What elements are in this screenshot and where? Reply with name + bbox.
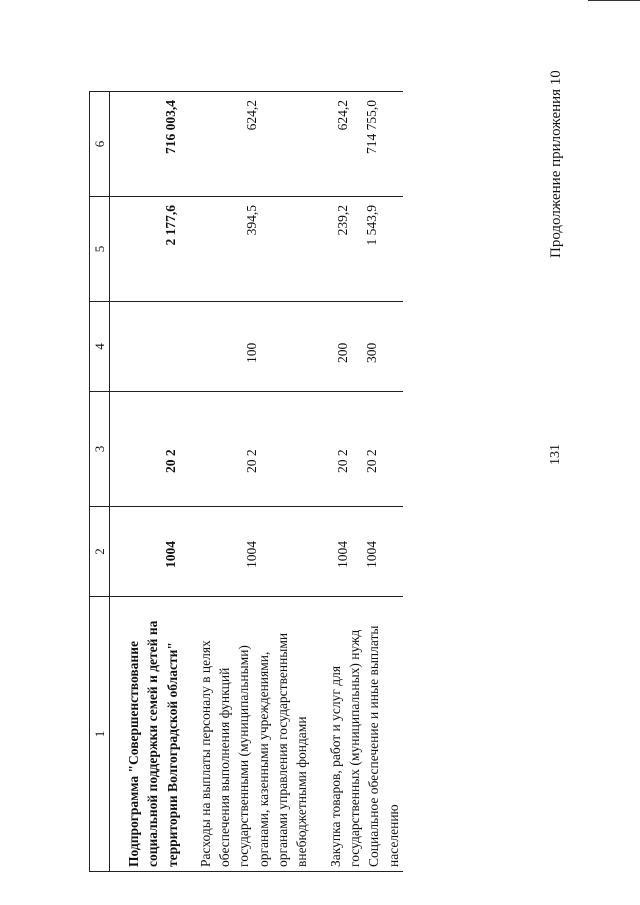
row-val6: 624,2 [326,92,365,197]
row-name: Подпрограмма "Совершенствование социальной поддержки семей и детей на территории Волгоградской области" [124,597,182,872]
row-type: 300 [364,302,403,392]
header-col-5: 5 [90,197,110,302]
table-row [326,92,365,872]
table-row [364,92,403,872]
header-col-6: 6 [90,92,110,197]
table-row [124,92,182,872]
budget-table [89,91,403,872]
row-code: 1004 [364,507,403,597]
row-val5: 1 543,9 [364,197,403,302]
row-val6: 714 755,0 [364,92,403,197]
row-type [124,302,182,392]
row-code: 1004 [124,507,182,597]
row-code: 1004 [326,507,365,597]
header-col-2: 2 [90,507,110,597]
row-name: Закупка товаров, работ и услуг для государственных (муниципальных) нужд [326,597,365,872]
continuation-title: Продолжение приложения 10 [548,70,564,258]
row-val5: 394,5 [196,197,312,302]
row-item: 20 2 [364,392,403,507]
row-item: 20 2 [196,392,312,507]
header-col-3: 3 [90,392,110,507]
row-type: 100 [196,302,312,392]
row-name: Социальное обеспечение и иные выплаты населению [364,597,403,872]
row-val6: 624,2 [196,92,312,197]
row-val5: 2 177,6 [124,197,182,302]
row-item: 20 2 [326,392,365,507]
page-number: 131 [548,444,563,465]
row-item: 20 2 [124,392,182,507]
row-val6: 716 003,4 [124,92,182,197]
header-row [90,92,110,872]
row-code: 1004 [196,507,312,597]
header-col-1: 1 [90,597,110,872]
row-name: Расходы на выплаты персоналу в целях обеспечения выполнения функций государственными (муниципальными) органами, казенными учреждениями, органами управления государственными внебюджетными фондами [196,597,312,872]
row-type: 200 [326,302,365,392]
table-row [196,92,312,872]
header-col-4: 4 [90,302,110,392]
row-val5: 239,2 [326,197,365,302]
